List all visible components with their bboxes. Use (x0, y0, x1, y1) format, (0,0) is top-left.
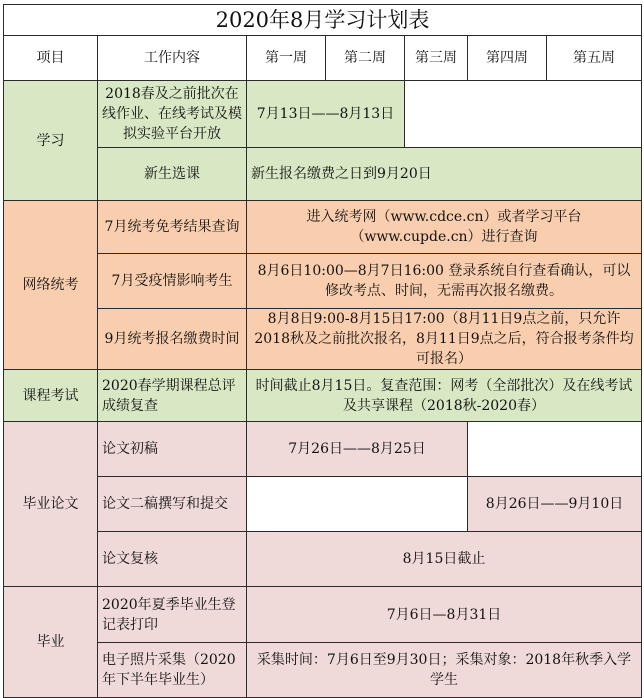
thesis-review: 论文复核 (98, 532, 247, 587)
page-title: 2020年8月学习计划表 (4, 5, 642, 36)
graduation-registration-form-schedule: 7月6日—8月31日 (247, 587, 642, 643)
empty-cell (247, 477, 468, 532)
exam-registration-payment-schedule: 8月8日9:00-8月15日17:00（8月11日9点之前，只允许2018秋及之前批次报名，8月11日9点之后，符合报考条件均可报名） (247, 309, 642, 370)
epidemic-affected-candidates-schedule: 8月6日10:00—8月7日16:00 登录系统自行查看确认，可以修改考点、时间，无需再次报名缴费。 (247, 254, 642, 309)
thesis-second-draft-schedule: 8月26日——9月10日 (468, 477, 642, 532)
header-week1: 第一周 (247, 36, 326, 81)
header-week2: 第二周 (326, 36, 405, 81)
study-course-selection: 新生选课 (98, 148, 247, 201)
empty-cell (405, 81, 642, 148)
thesis-review-schedule: 8月15日截止 (247, 532, 642, 587)
category-course-exam: 课程考试 (4, 370, 98, 422)
graduation-photo-collection: 电子照片采集（2020年下半年毕业生） (98, 643, 247, 698)
header-week5: 第五周 (547, 36, 642, 81)
exam-exemption-query-schedule: 进入统考网（www.cdce.cn）或者学习平台（www.cupde.cn）进行查询 (247, 201, 642, 254)
thesis-second-draft: 论文二稿撰写和提交 (98, 477, 247, 532)
thesis-first-draft-schedule: 7月26日——8月25日 (247, 422, 468, 477)
study-online-platform: 2018春及之前批次在线作业、在线考试及模拟实验平台开放 (98, 81, 247, 148)
category-thesis: 毕业论文 (4, 422, 98, 587)
exam-exemption-query: 7月统考免考结果查询 (98, 201, 247, 254)
header-week4: 第四周 (468, 36, 547, 81)
header-item: 项目 (4, 36, 98, 81)
study-plan-table (3, 4, 642, 698)
header-week3: 第三周 (405, 36, 468, 81)
thesis-first-draft: 论文初稿 (98, 422, 247, 477)
graduation-registration-form: 2020年夏季毕业生登记表打印 (98, 587, 247, 643)
category-graduation: 毕业 (4, 587, 98, 698)
empty-cell (468, 422, 642, 477)
graduation-photo-collection-schedule: 采集时间：7月6日至9月30日；采集对象：2018年秋季入学学生 (247, 643, 642, 698)
category-study: 学习 (4, 81, 98, 201)
header-content: 工作内容 (98, 36, 247, 81)
category-network-exam: 网络统考 (4, 201, 98, 370)
exam-registration-payment: 9月统考报名缴费时间 (98, 309, 247, 370)
study-online-platform-schedule: 7月13日——8月13日 (247, 81, 405, 148)
course-exam-review: 2020春学期课程总评成绩复查 (98, 370, 247, 422)
study-course-selection-schedule: 新生报名缴费之日到9月20日 (247, 148, 642, 201)
epidemic-affected-candidates: 7月受疫情影响考生 (98, 254, 247, 309)
course-exam-review-schedule: 时间截止8月15日。复查范围：网考（全部批次）及在线考试及共享课程（2018秋-2020春） (247, 370, 642, 422)
